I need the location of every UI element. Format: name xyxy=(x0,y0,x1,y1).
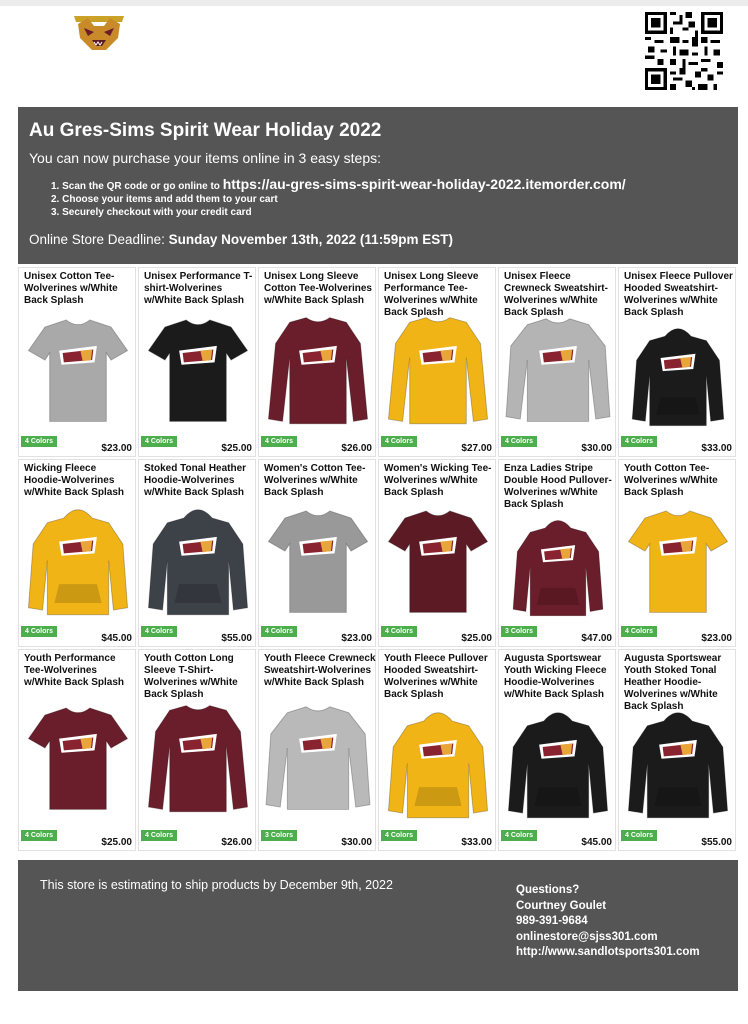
hoodie-pocket xyxy=(656,397,700,414)
product-row xyxy=(18,649,738,851)
garment-body xyxy=(148,320,247,421)
product-name: Unisex Long Sleeve Performance Tee-Wolverines w/White Back Splash xyxy=(384,271,479,318)
garment-body xyxy=(266,707,370,810)
crewneck-icon xyxy=(499,309,617,430)
product-price: $45.00 xyxy=(101,633,132,644)
product-price: $26.00 xyxy=(221,837,252,848)
store-info-panel xyxy=(18,107,738,264)
color-count-badge: 4 Colors xyxy=(261,626,297,637)
garment-body xyxy=(28,708,127,809)
product-row xyxy=(18,267,738,457)
hoodie-icon xyxy=(139,501,257,620)
product-price: $55.00 xyxy=(701,837,732,848)
product-card[interactable] xyxy=(18,459,136,647)
product-name: Youth Fleece Pullover Hooded Sweatshirt-Wolverines w/White Back Splash xyxy=(384,653,488,700)
hoodie-icon xyxy=(499,513,617,620)
product-price: $25.00 xyxy=(101,837,132,848)
color-count-badge: 4 Colors xyxy=(621,626,657,637)
product-name: Unisex Fleece Pullover Hooded Sweatshirt-Wolverines w/White Back Splash xyxy=(624,271,733,318)
product-card[interactable] xyxy=(378,267,496,457)
product-name: Augusta Sportswear Youth Stoked Tonal Heather Hoodie-Wolverines w/White Back Splash xyxy=(624,653,722,712)
color-count-badge: 4 Colors xyxy=(501,436,537,447)
color-count-badge: 4 Colors xyxy=(21,830,57,841)
product-name: Augusta Sportswear Youth Wicking Fleece Hoodie-Wolverines w/White Back Splash xyxy=(504,653,607,700)
hoodie-icon xyxy=(619,703,737,824)
deadline-value: Sunday November 13th, 2022 (11:59pm EST) xyxy=(168,232,453,247)
color-count-badge: 4 Colors xyxy=(621,830,657,841)
hoodie-pocket xyxy=(54,584,101,603)
product-price: $25.00 xyxy=(461,633,492,644)
store-url-link[interactable]: https://au-gres-sims-spirit-wear-holiday-2022.itemorder.com/ xyxy=(222,176,626,192)
tee-icon xyxy=(139,309,257,430)
contact-phone: 989-391-9684 xyxy=(516,915,588,927)
step-1 xyxy=(51,178,626,193)
color-count-badge: 4 Colors xyxy=(501,830,537,841)
product-card[interactable] xyxy=(18,267,136,457)
hoodie-icon xyxy=(379,703,497,824)
product-card[interactable] xyxy=(258,649,376,851)
top-border xyxy=(0,0,748,6)
product-price: $23.00 xyxy=(701,633,732,644)
tee-icon xyxy=(379,501,497,620)
product-name: Youth Cotton Tee-Wolverines w/White Back Splash xyxy=(624,463,718,498)
product-name: Women's Cotton Tee-Wolverines w/White Back Splash xyxy=(264,463,366,498)
product-image[interactable] xyxy=(619,321,737,430)
hoodie-pocket xyxy=(537,588,580,605)
garment-body xyxy=(148,706,247,812)
product-image[interactable] xyxy=(139,501,257,620)
longsleeve-icon xyxy=(259,309,377,430)
contact-name: Courtney Goulet xyxy=(516,899,607,912)
product-card[interactable] xyxy=(138,459,256,647)
step-3: 3. Securely checkout with your credit card xyxy=(51,207,252,218)
product-card[interactable] xyxy=(618,267,736,457)
deadline-label: Online Store Deadline: xyxy=(29,232,169,247)
product-card[interactable] xyxy=(18,649,136,851)
hoodie-pocket xyxy=(414,787,461,806)
product-image[interactable] xyxy=(499,513,617,620)
product-image[interactable] xyxy=(259,691,377,824)
ship-estimate: This store is estimating to ship products by December 9th, 2022 xyxy=(40,878,393,892)
product-card[interactable] xyxy=(378,649,496,851)
garment-body xyxy=(388,318,487,424)
color-count-badge: 4 Colors xyxy=(381,436,417,447)
product-name: Women's Wicking Tee-Wolverines w/White Back Splash xyxy=(384,463,492,498)
product-image[interactable] xyxy=(259,501,377,620)
garment-body xyxy=(628,511,727,612)
footer-panel xyxy=(18,860,738,991)
product-name: Wicking Fleece Hoodie-Wolverines w/White Back Splash xyxy=(24,463,125,498)
store-deadline xyxy=(29,232,453,247)
garment-body xyxy=(28,320,127,421)
hoodie-icon xyxy=(499,703,617,824)
step-1-text: 1. Scan the QR code or go online to xyxy=(51,181,223,192)
product-name: Unisex Performance T-shirt-Wolverines w/White Back Splash xyxy=(144,271,253,306)
color-count-badge: 3 Colors xyxy=(501,626,537,637)
product-image[interactable] xyxy=(139,309,257,430)
product-image[interactable] xyxy=(259,309,377,430)
hoodie-icon xyxy=(619,321,737,430)
product-image[interactable] xyxy=(499,703,617,824)
product-price: $33.00 xyxy=(461,837,492,848)
product-card[interactable] xyxy=(498,267,616,457)
product-price: $23.00 xyxy=(341,633,372,644)
contact-email[interactable]: onlinestore@sjss301.com xyxy=(516,930,658,943)
product-name: Stoked Tonal Heather Hoodie-Wolverines w/White Back Splash xyxy=(144,463,247,498)
questions-label: Questions? xyxy=(516,884,580,896)
color-count-badge: 4 Colors xyxy=(141,436,177,447)
step-2: 2. Choose your items and add them to your cart xyxy=(51,194,278,205)
garment-body xyxy=(388,511,487,612)
product-price: $30.00 xyxy=(341,837,372,848)
color-count-badge: 4 Colors xyxy=(381,830,417,841)
product-price: $25.00 xyxy=(221,443,252,454)
product-card[interactable] xyxy=(258,267,376,457)
product-name: Unisex Cotton Tee-Wolverines w/White Back Splash xyxy=(24,271,118,306)
qr-code-icon xyxy=(645,12,723,90)
product-name: Unisex Fleece Crewneck Sweatshirt-Wolverines w/White Back Splash xyxy=(504,271,608,318)
color-count-badge: 4 Colors xyxy=(261,436,297,447)
product-card[interactable] xyxy=(618,649,736,851)
product-image[interactable] xyxy=(619,703,737,824)
product-card[interactable] xyxy=(378,459,496,647)
product-image[interactable] xyxy=(499,309,617,430)
garment-body xyxy=(268,318,367,424)
product-name: Unisex Long Sleeve Cotton Tee-Wolverines w/White Back Splash xyxy=(264,271,372,306)
product-price: $47.00 xyxy=(581,633,612,644)
product-card[interactable] xyxy=(498,459,616,647)
product-price: $23.00 xyxy=(101,443,132,454)
product-name: Enza Ladies Stripe Double Hood Pullover-Wolverines w/White Back Splash xyxy=(504,463,612,510)
hoodie-icon xyxy=(19,501,137,620)
hoodie-pocket xyxy=(534,787,581,806)
product-row xyxy=(18,459,738,647)
color-count-badge: 4 Colors xyxy=(381,626,417,637)
crewneck-icon xyxy=(259,691,377,824)
tee-icon xyxy=(19,691,137,824)
product-card[interactable] xyxy=(618,459,736,647)
color-count-badge: 4 Colors xyxy=(141,830,177,841)
product-image[interactable] xyxy=(19,691,137,824)
tee-icon xyxy=(619,501,737,620)
tee-icon xyxy=(19,309,137,430)
product-name: Youth Fleece Crewneck Sweatshirt-Wolverines w/White Back Splash xyxy=(264,653,376,688)
product-card[interactable] xyxy=(138,267,256,457)
product-price: $55.00 xyxy=(221,633,252,644)
product-image[interactable] xyxy=(19,309,137,430)
product-image[interactable] xyxy=(379,501,497,620)
color-count-badge: 4 Colors xyxy=(21,626,57,637)
tee-icon xyxy=(259,501,377,620)
product-card[interactable] xyxy=(138,649,256,851)
product-image[interactable] xyxy=(379,309,497,430)
color-count-badge: 4 Colors xyxy=(21,436,57,447)
product-name: Youth Cotton Long Sleeve T-Shirt-Wolverines w/White Back Splash xyxy=(144,653,238,700)
garment-body xyxy=(506,319,610,422)
garment-body xyxy=(268,511,367,612)
product-card[interactable] xyxy=(498,649,616,851)
store-subtitle: You can now purchase your items online in 3 easy steps: xyxy=(29,150,382,166)
wolverine-logo-icon xyxy=(66,8,132,54)
product-price: $27.00 xyxy=(461,443,492,454)
contact-block xyxy=(516,883,700,961)
color-count-badge: 4 Colors xyxy=(621,436,657,447)
order-steps xyxy=(51,178,626,219)
product-image[interactable] xyxy=(379,703,497,824)
product-name: Youth Performance Tee-Wolverines w/White Back Splash xyxy=(24,653,125,688)
product-price: $26.00 xyxy=(341,443,372,454)
hoodie-pocket xyxy=(654,787,701,806)
longsleeve-icon xyxy=(139,691,257,824)
product-price: $33.00 xyxy=(701,443,732,454)
product-image[interactable] xyxy=(619,501,737,620)
store-title: Au Gres-Sims Spirit Wear Holiday 2022 xyxy=(29,120,382,141)
color-count-badge: 3 Colors xyxy=(261,830,297,841)
longsleeve-icon xyxy=(379,309,497,430)
product-price: $30.00 xyxy=(581,443,612,454)
product-grid xyxy=(18,267,738,851)
color-count-badge: 4 Colors xyxy=(141,626,177,637)
product-card[interactable] xyxy=(258,459,376,647)
product-image[interactable] xyxy=(139,691,257,824)
contact-website[interactable]: http://www.sandlotsports301.com xyxy=(516,946,700,958)
hoodie-pocket xyxy=(174,584,221,603)
product-price: $45.00 xyxy=(581,837,612,848)
product-image[interactable] xyxy=(19,501,137,620)
